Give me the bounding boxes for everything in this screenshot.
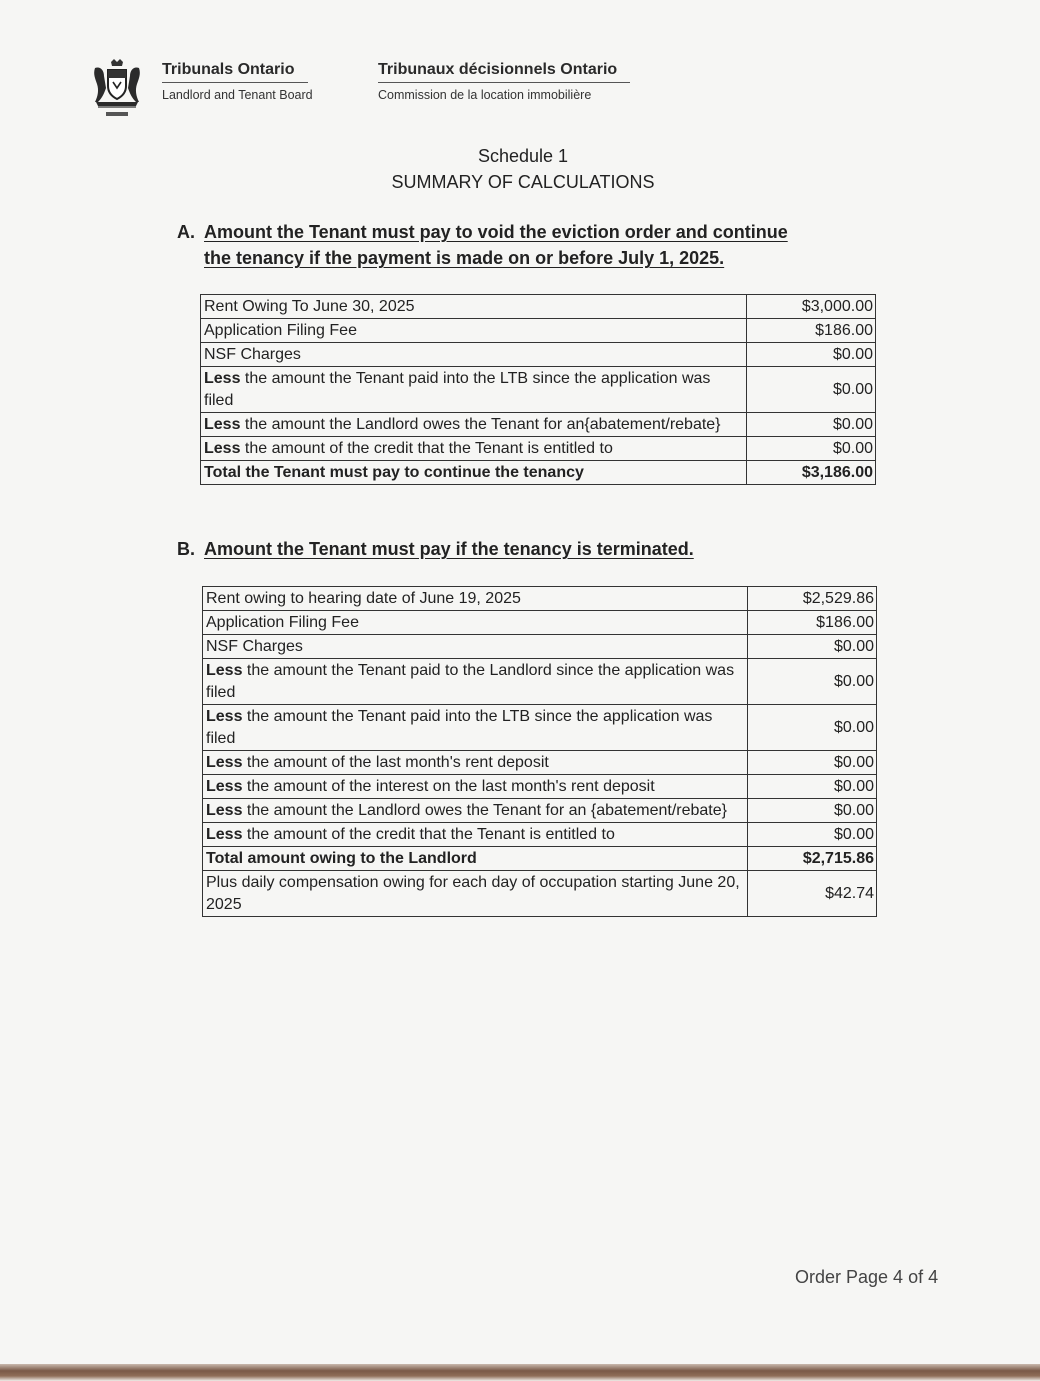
table-row bbox=[203, 751, 877, 775]
row-amount: $0.00 bbox=[747, 367, 876, 413]
row-label-text: the amount the Tenant paid into the LTB since the application was filed bbox=[204, 370, 711, 409]
page-number: Order Page 4 of 4 bbox=[795, 1267, 939, 1287]
row-label: Application Filing Fee bbox=[201, 319, 747, 343]
less-keyword: Less bbox=[206, 778, 243, 795]
row-amount: $0.00 bbox=[748, 799, 877, 823]
board-name-french: Commission de la location immobilière bbox=[378, 88, 592, 102]
table-row bbox=[203, 775, 877, 799]
row-amount: $0.00 bbox=[748, 705, 877, 751]
row-amount: $0.00 bbox=[748, 635, 877, 659]
daily-compensation-row bbox=[203, 871, 877, 917]
daily-compensation-amount: $42.74 bbox=[748, 871, 877, 917]
section-a-heading bbox=[177, 220, 877, 272]
total-label: Total amount owing to the Landlord bbox=[203, 847, 748, 871]
section-b-heading-text: Amount the Tenant must pay if the tenancy is terminated. bbox=[204, 539, 694, 559]
scan-bottom-edge bbox=[0, 1364, 1040, 1381]
row-amount: $0.00 bbox=[748, 775, 877, 799]
row-label bbox=[201, 413, 747, 437]
row-label-text: the amount of the last month's rent deposit bbox=[242, 754, 549, 771]
table-row bbox=[203, 705, 877, 751]
section-a-letter: A. bbox=[177, 222, 195, 242]
section-b-letter: B. bbox=[177, 539, 195, 559]
row-amount: $0.00 bbox=[747, 343, 876, 367]
schedule-title: Schedule 1 bbox=[477, 146, 569, 166]
row-label-text: the amount the Landlord owes the Tenant for an{abatement/rebate} bbox=[240, 416, 721, 433]
table-row bbox=[201, 437, 876, 461]
row-label-text: the amount of the interest on the last month's rent deposit bbox=[242, 778, 655, 795]
total-row bbox=[203, 847, 877, 871]
row-amount: $2,529.86 bbox=[748, 587, 877, 611]
header-french bbox=[378, 61, 630, 102]
row-label: Application Filing Fee bbox=[203, 611, 748, 635]
row-label bbox=[203, 823, 748, 847]
row-label-text: the amount of the credit that the Tenant is entitled to bbox=[240, 440, 613, 457]
row-label bbox=[203, 799, 748, 823]
org-name-french: Tribunaux décisionnels Ontario bbox=[378, 61, 630, 83]
total-amount: $3,186.00 bbox=[747, 461, 876, 485]
table-row bbox=[203, 823, 877, 847]
less-keyword: Less bbox=[206, 708, 243, 725]
row-label bbox=[203, 775, 748, 799]
less-keyword: Less bbox=[204, 416, 241, 433]
less-keyword: Less bbox=[206, 662, 243, 679]
row-amount: $0.00 bbox=[748, 659, 877, 705]
row-amount: $186.00 bbox=[748, 611, 877, 635]
header-english bbox=[162, 61, 313, 102]
row-amount: $0.00 bbox=[747, 413, 876, 437]
table-row bbox=[201, 343, 876, 367]
row-amount: $0.00 bbox=[747, 437, 876, 461]
row-amount: $0.00 bbox=[748, 823, 877, 847]
less-keyword: Less bbox=[204, 440, 241, 457]
row-amount: $186.00 bbox=[747, 319, 876, 343]
row-label bbox=[201, 367, 747, 413]
row-amount: $0.00 bbox=[748, 751, 877, 775]
org-name-english: Tribunals Ontario bbox=[162, 61, 308, 83]
table-row bbox=[201, 295, 876, 319]
section-a-heading-line1: Amount the Tenant must pay to void the eviction order and continue bbox=[204, 222, 788, 242]
table-row bbox=[201, 367, 876, 413]
table-row bbox=[201, 319, 876, 343]
row-label bbox=[203, 705, 748, 751]
board-name-english: Landlord and Tenant Board bbox=[162, 88, 313, 102]
row-label-text: the amount the Tenant paid to the Landlord since the application was filed bbox=[206, 662, 735, 701]
table-row bbox=[203, 635, 877, 659]
row-label-text: the amount the Tenant paid into the LTB since the application was filed bbox=[206, 708, 713, 747]
section-b-table bbox=[202, 586, 877, 917]
section-a-table bbox=[200, 294, 876, 485]
daily-compensation-label: Plus daily compensation owing for each day of occupation starting June 20, 2025 bbox=[203, 871, 748, 917]
row-label-text: the amount of the credit that the Tenant is entitled to bbox=[242, 826, 615, 843]
ontario-coat-of-arms-logo bbox=[92, 58, 142, 118]
row-label: Rent owing to hearing date of June 19, 2025 bbox=[203, 587, 748, 611]
row-label bbox=[203, 751, 748, 775]
row-label-text: the amount the Landlord owes the Tenant for an {abatement/rebate} bbox=[242, 802, 727, 819]
row-label: NSF Charges bbox=[203, 635, 748, 659]
row-label: NSF Charges bbox=[201, 343, 747, 367]
table-row bbox=[203, 611, 877, 635]
row-label: Rent Owing To June 30, 2025 bbox=[201, 295, 747, 319]
total-amount: $2,715.86 bbox=[748, 847, 877, 871]
less-keyword: Less bbox=[206, 754, 243, 771]
less-keyword: Less bbox=[206, 802, 243, 819]
section-b-heading bbox=[177, 537, 877, 563]
table-row bbox=[203, 799, 877, 823]
less-keyword: Less bbox=[204, 370, 241, 387]
row-amount: $3,000.00 bbox=[747, 295, 876, 319]
row-label bbox=[201, 437, 747, 461]
less-keyword: Less bbox=[206, 826, 243, 843]
table-row bbox=[203, 587, 877, 611]
row-label bbox=[203, 659, 748, 705]
schedule-subtitle: SUMMARY OF CALCULATIONS bbox=[391, 172, 655, 192]
table-row bbox=[201, 413, 876, 437]
total-label: Total the Tenant must pay to continue the tenancy bbox=[201, 461, 747, 485]
section-a-heading-line2: the tenancy if the payment is made on or before July 1, 2025. bbox=[204, 248, 725, 268]
table-row bbox=[203, 659, 877, 705]
total-row bbox=[201, 461, 876, 485]
